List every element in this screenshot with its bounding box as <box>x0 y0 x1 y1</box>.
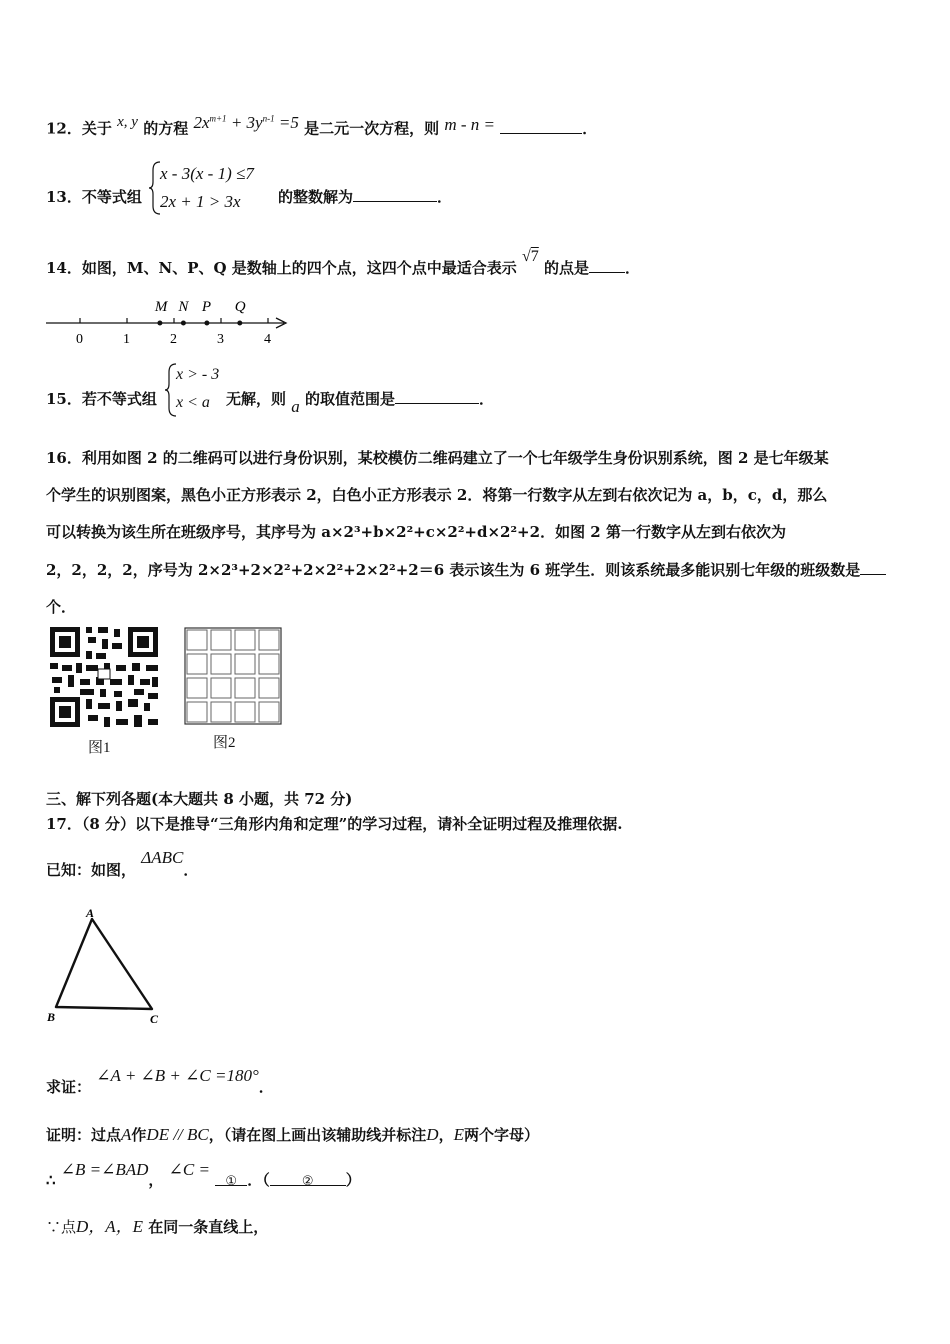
tick-label-1: 1 <box>123 332 130 347</box>
grid-cell <box>235 678 255 698</box>
grid-cell <box>259 678 279 698</box>
q17-prove: 求证： ∠A + ∠B + ∠C =180°． <box>46 1066 274 1096</box>
q17-step-1: ∴ ∠B =∠BAD， ∠C = ① ．（ ② ） <box>46 1160 361 1189</box>
equation: $2x^{m+1} + 3y^{n-1} =5$ <box>193 112 299 132</box>
grid-cell <box>187 654 207 674</box>
q16-line-3: 可以转换为该生所在班级序号，其序号为 a×2³+b×2²+c×2²+d×2²+2．如图 2 第一行数字从左到右依次为 <box>46 523 786 541</box>
q17-intro: 17．（8 分）以下是推导“三角形内角和定理”的学习过程，请补全证明过程及推理依据. <box>46 815 623 833</box>
blank-2[interactable]: ② <box>270 1171 346 1186</box>
fig1-caption: 图1 <box>88 740 111 756</box>
answer-blank-14[interactable] <box>589 258 625 273</box>
sqrt-seven: √7 <box>522 248 539 265</box>
grid-figure-2 <box>184 627 284 727</box>
grid-cell <box>259 702 279 722</box>
grid-cell <box>187 678 207 698</box>
grid-cell <box>211 678 231 698</box>
grid-cell <box>235 702 255 722</box>
m-minus-n: m - n = <box>444 114 495 134</box>
q17-proof-line: 证明：过点A作DE // BC，（请在图上画出该辅助线并标注D，E两个字母） <box>46 1125 539 1144</box>
point-label-M: M <box>154 299 168 315</box>
qr-code-figure <box>50 627 158 727</box>
point-label-N: N <box>178 299 189 315</box>
question-12: 12．关于 x, y 的方程 $2x^{m+1} + 3y^{n-1} =5$ 是二元一次方程，则 m - n = ． <box>46 112 598 138</box>
grid-cell <box>211 702 231 722</box>
xy-vars: x, y <box>117 113 138 130</box>
q16-line-2: 个学生的识别图案，黑色小正方形表示 2，白色小正方形表示 2．将第一行数字从左到右依次记为 a，b，c，d，那么 <box>46 486 828 504</box>
inequality-15b: x < a <box>176 394 210 411</box>
question-13-label: 13．不等式组 <box>46 188 142 206</box>
point-Q <box>237 321 242 326</box>
q17-step-2: ∵点D，A，E 在同一条直线上， <box>46 1217 269 1236</box>
grid-cell <box>187 630 207 650</box>
q16-line-4: 2，2，2，2，序号为 2×2³+2×2²+2×2²+2×2²+2＝6 表示该生为 6 班学生．则该系统最多能识别七年级的班级数是 <box>46 560 886 580</box>
blank-1[interactable]: ① <box>215 1171 247 1186</box>
point-N <box>181 321 186 326</box>
question-15-label: 15．若不等式组 <box>46 390 157 408</box>
vertex-label-b: B <box>47 1010 56 1024</box>
fig2-caption: 图2 <box>213 735 236 751</box>
question-15-tail: 无解，则 a 的取值范围是 ． <box>226 390 495 416</box>
grid-cell <box>187 702 207 722</box>
vertex-label-a: A <box>86 906 95 920</box>
tick-label-4: 4 <box>264 332 271 347</box>
triangle-abc: ΔABC <box>141 848 184 867</box>
point-label-P: P <box>201 299 212 315</box>
inequality-13b: 2x + 1 > 3x <box>160 192 241 211</box>
q16-line-1: 16．利用如图 2 的二维码可以进行身份识别，某校模仿二维码建立了一个七年级学生身份识别系统，图 2 是七年级某 <box>46 449 829 467</box>
prove-expression: ∠A + ∠B + ∠C =180° <box>96 1066 259 1085</box>
answer-blank-13[interactable] <box>353 187 437 202</box>
vertex-label-c: C <box>150 1012 159 1026</box>
tick-label-2: 2 <box>170 332 177 347</box>
inequality-13a: x - 3(x - 1) ≤7 <box>160 164 254 183</box>
grid-cell <box>235 630 255 650</box>
point-label-Q: Q <box>234 299 246 315</box>
grid-cell <box>235 654 255 674</box>
grid-cell <box>259 654 279 674</box>
answer-blank-12[interactable] <box>500 119 582 134</box>
point-M <box>157 321 162 326</box>
question-13-tail: 的整数解为 ． <box>278 188 453 206</box>
grid-cell <box>211 654 231 674</box>
triangle-figure <box>44 905 174 1027</box>
inequality-15a: x > - 3 <box>176 366 220 383</box>
point-P <box>204 321 209 326</box>
q16-line-5: 个． <box>46 598 77 616</box>
section-title: 三、解下列各题(本大题共 8 小题，共 72 分) <box>46 790 353 808</box>
grid-cell <box>259 630 279 650</box>
question-14: 14．如图，M、N、P、Q 是数轴上的四个点，这四个点中最适合表示 √7 的点是 ． <box>46 248 641 277</box>
answer-blank-16[interactable] <box>860 560 886 575</box>
answer-blank-15[interactable] <box>395 389 479 404</box>
tick-label-3: 3 <box>217 332 224 347</box>
grid-cell <box>211 630 231 650</box>
tick-label-0: 0 <box>76 332 83 347</box>
number-line <box>40 293 300 353</box>
q17-known: 已知：如图， ΔABC． <box>46 848 199 879</box>
